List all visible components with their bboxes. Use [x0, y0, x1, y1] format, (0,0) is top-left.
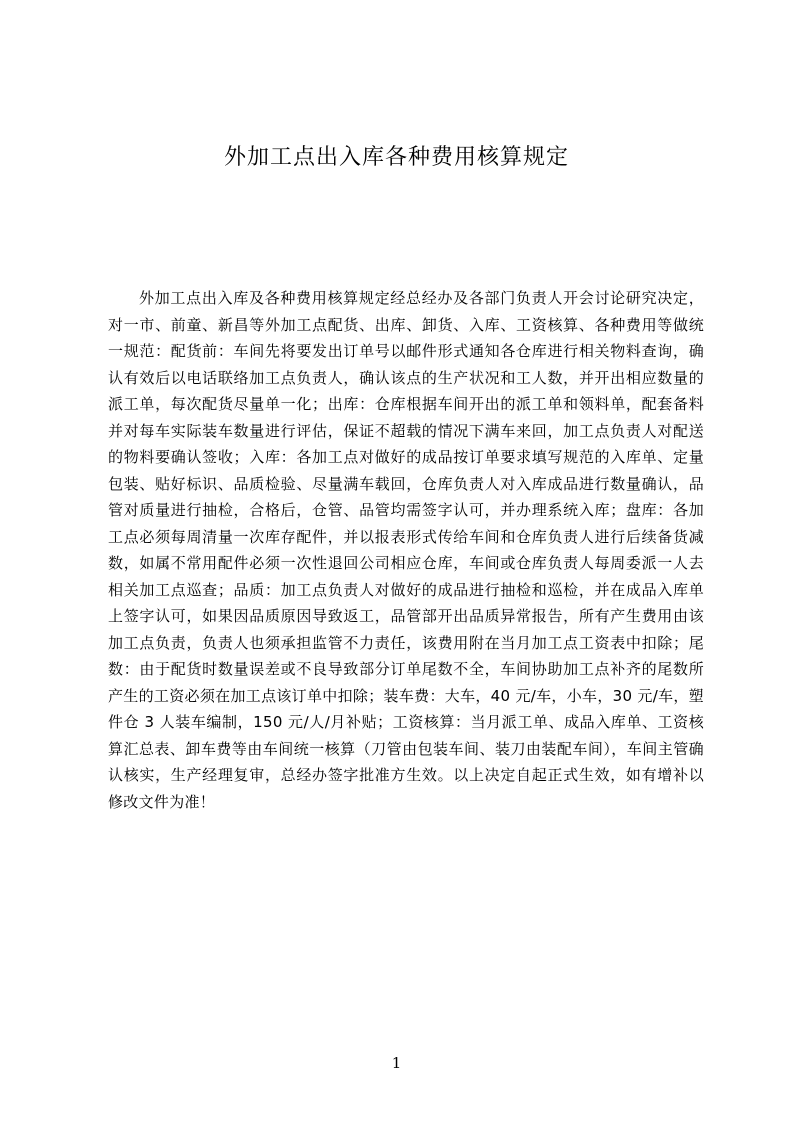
document-title: 外加工点出入库各种费用核算规定: [223, 145, 569, 170]
document-body-paragraph: 外加工点出入库及各种费用核算规定经总经办及各部门负责人开会讨论研究决定，对一市、前童、新昌等外加工点配货、出库、卸货、入库、工资核算、各种费用等做统一规范：配货前：车间先将要发出订单号以邮件形式通知各仓库进行相关物料查询，确认有效后以电话联络加工点负责人，确认该点的生产状况和工人数，并开出相应数量的派工单，每次配货尽量单一化；出库：仓库根据车间开出的派工单和领料单，配套备料并对每车实际装车数量进行评估，保证不超载的情况下满车来回，加工点负责人对配送的物料要确认签收；入库：各加工点对做好的成品按订单要求填写规范的入库单、定量包装、贴好标识、品质检验、尽量满车载回，仓库负责人对入库成品进行数量确认，品管对质量进行抽检，合格后，仓管、品管均需签字认可，并办理系统入库；盘库：各加工点必须每周清量一次库存配件，并以报表形式传给车间和仓库负责人进行后续备货减数，如属不常用配件必须一次性退回公司相应仓库，车间或仓库负责人每周委派一人去相关加工点巡查；品质：加工点负责人对做好的成品进行抽检和巡检，并在成品入库单上签字认可，如果因品质原因导致返工，品管部开出品质异常报告，所有产生费用由该加工点负责，负责人也须承担监管不力责任，该费用附在当月加工点工资表中扣除；尾数：由于配货时数量误差或不良导致部分订单尾数不全，车间协助加工点补齐的尾数所产生的工资必须在加工点该订单中扣除；装车费：大车，40 元/车，小车，30 元/车，塑件仓 3 人装车编制，150 元/人/月补贴；工资核算：当月派工单、成品入库单、工资核算汇总表、卸车费等由车间统一核算（刀管由包装车间、装刀由装配车间），车间主管确认核实，生产经理复审，总经办签字批准方生效。以上决定自起正式生效，如有增补以修改文件为准！: [108, 289, 704, 811]
page-number: 1: [391, 1054, 402, 1072]
